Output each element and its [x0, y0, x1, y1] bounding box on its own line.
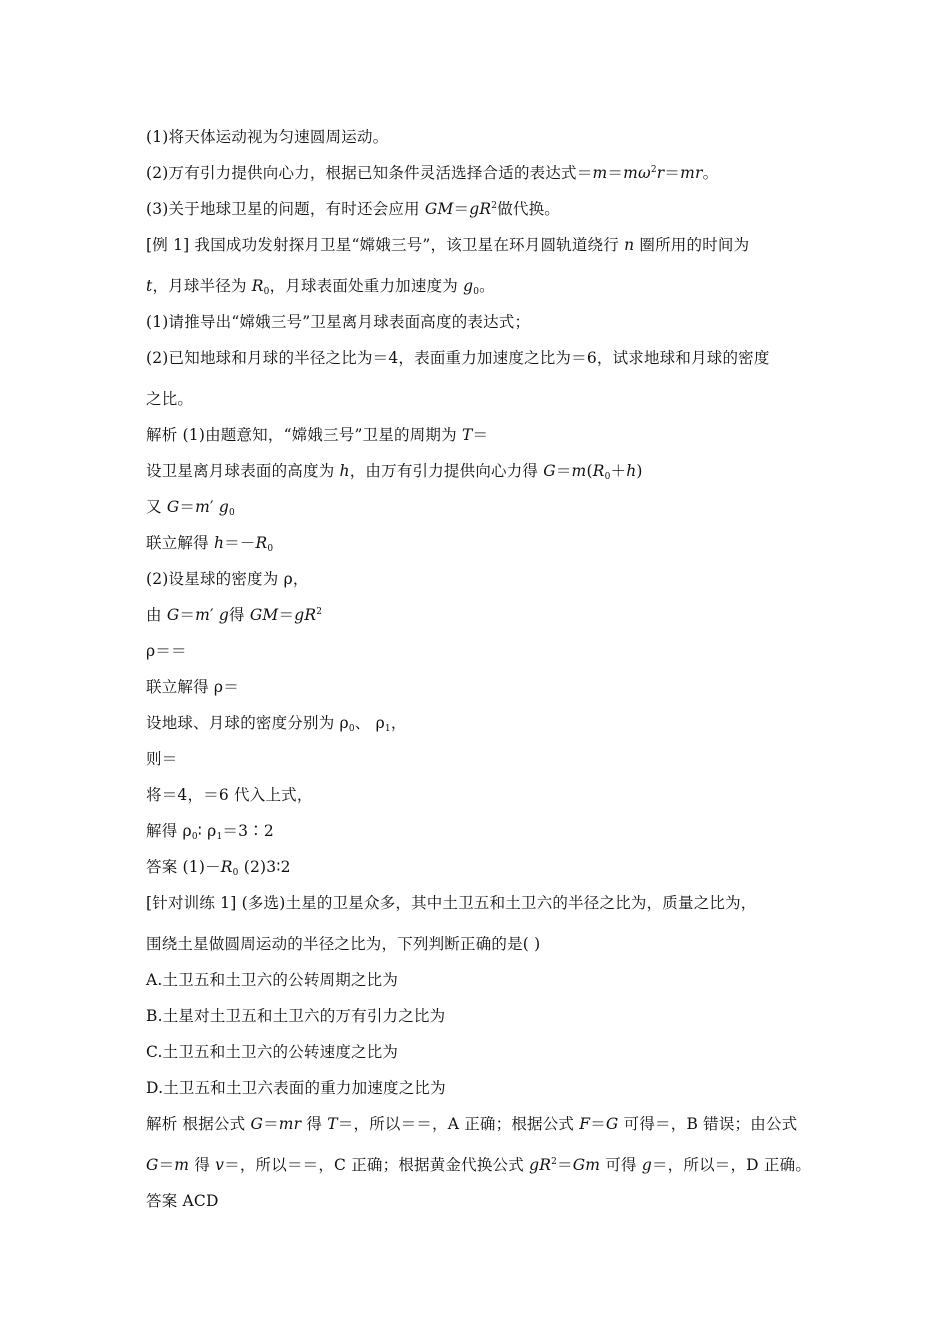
solution-line-10: 则＝ — [146, 750, 178, 768]
training-1-title: [针对训练 1] (多选)土星的卫星众多，其中土卫五和土卫六的半径之比为，质量之比为， — [146, 894, 757, 912]
solution-line-9: 设地球、月球的密度分别为 $\rho_0$、 $\rho_1$， — [146, 714, 407, 734]
example-1-question-2-end: 之比。 — [146, 390, 194, 408]
example-1-title: [例 1] 我国成功发射探月卫星“嫦娥三号”，该卫星在环月圆轨道绕行 n 圈所用的时间为 — [146, 236, 750, 254]
solution-line-7: ρ＝＝ — [146, 642, 187, 660]
solution-line-8: 联立解得 ρ＝ — [146, 678, 239, 696]
training-solution-line-2: G＝m 得 v＝，所以＝＝，C 正确；根据黄金代换公式 $gR^2=Gm$ 可得 g＝，所以＝，D 正确。 — [146, 1156, 812, 1174]
example-1-line-2: t，月球半径为 $R_0$，月球表面处重力加速度为 $g_0$。 — [146, 277, 495, 297]
option-c: C.土卫五和土卫六的公转速度之比为 — [146, 1043, 399, 1061]
example-1-question-2: (2)已知地球和月球的半径之比为＝4，表面重力加速度之比为＝6，试求地球和月球的密度 — [146, 349, 770, 367]
solution-line-3: 又 G＝m′ $g_0$ — [146, 498, 235, 518]
training-solution-line-1: 解析 根据公式 G＝mr 得 T＝，所以＝＝，A 正确；根据公式 F＝G 可得＝，B 错误；由公式 — [146, 1115, 798, 1133]
solution-line-4: 联立解得 $h=-R_0$ — [146, 534, 274, 554]
solution-line-6: 由 G＝m′ g得 $GM=gR^2$ — [146, 606, 323, 624]
option-d: D.土卫五和土卫六表面的重力加速度之比为 — [146, 1079, 446, 1097]
option-a: A.土卫五和土卫六的公转周期之比为 — [146, 971, 399, 989]
solution-line-11: 将＝4，＝6 代入上式， — [146, 786, 313, 804]
training-1-line-2: 围绕土星做圆周运动的半径之比为，下列判断正确的是( ) — [146, 935, 541, 953]
solution-line-12: 解得 $\rho_0∶$ $\rho_1=3∶2$ — [146, 822, 274, 842]
answer-2: 答案 ACD — [146, 1192, 219, 1210]
point-1: (1)将天体运动视为匀速圆周运动。 — [146, 128, 389, 146]
example-1-question-1: (1)请推导出“嫦娥三号”卫星离月球表面高度的表达式； — [146, 313, 531, 331]
solution-line-1: 解析 (1)由题意知，“嫦娥三号”卫星的周期为 T＝ — [146, 426, 489, 444]
point-3: (3)关于地球卫星的问题，有时还会应用 $GM=gR^2$做代换。 — [146, 200, 560, 218]
point-2: (2)万有引力提供向心力，根据已知条件灵活选择合适的表达式$=m=m\omega^2r=mr$。 — [146, 164, 719, 182]
answer-1: 答案 $(1)-R_0$ (2)3∶2 — [146, 858, 291, 878]
option-b: B.土星对土卫五和土卫六的万有引力之比为 — [146, 1007, 446, 1025]
solution-line-2: 设卫星离月球表面的高度为 h，由万有引力提供向心力得 $G=m(R_0+h)$ — [146, 462, 643, 482]
solution-line-5: (2)设星球的密度为 ρ， — [146, 570, 309, 588]
